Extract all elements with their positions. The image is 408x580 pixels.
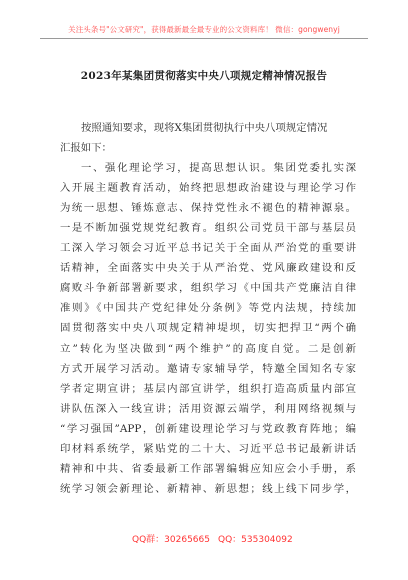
- paragraph-line: 印材料系统学，紧贴党的二十大、习近平总书记最新讲话: [60, 442, 356, 455]
- document-body: [60, 118, 356, 499]
- paragraph-line: 入开展主题教育活动，始终把思想政治建设与理论学习作: [60, 182, 356, 195]
- footer-qq-group: QQ群：30265665: [132, 535, 210, 545]
- paragraph-line: 立”转化为坚决做到“两个维护”的高度自觉。二是创新: [60, 342, 356, 355]
- paragraph-line: 一、强化理论学习，提高思想认识。集团党委扎实深: [81, 162, 356, 175]
- paragraph-line: 统学习领会新理论、新精神、新思想；线上线下同步学，: [60, 482, 356, 495]
- paragraph-line: 方式开展学习活动。邀请专家辅导学，特邀全国知名专家: [60, 362, 356, 375]
- paragraph-line: “学习强国”APP，创新建设理论学习与党政教育阵地；编: [60, 422, 356, 435]
- paragraph-line: 工深入学习领会习近平总书记关于全面从严治党的重要讲: [60, 242, 356, 255]
- paragraph-line: 准则》《中国共产党纪律处分条例》等党内法规，持续加: [60, 302, 356, 315]
- header-divider: [40, 38, 368, 39]
- paragraph-line: 讲队伍深入一线宣讲；活用资源云端学，利用网络视频与: [60, 402, 356, 415]
- paragraph-line: 话精神，全面落实中央关于从严治党、党风廉政建设和反: [60, 262, 356, 275]
- paragraph-line: 为统一思想、锤炼意志、保持党性永不褪色的精神源泉。: [60, 202, 356, 215]
- paragraph-line: 汇报如下：: [60, 142, 112, 155]
- header-note: 关注头条号"公文研究"，获得最新最全最专业的公文资料库！ 微信：gongwenyj: [68, 25, 340, 34]
- paragraph-line: 腐败斗争新部署新要求，组织学习《中国共产党廉洁自律: [60, 282, 356, 295]
- paragraph-line: 学者定期宣讲；基层内部宣讲学，组织打造高质量内部宣: [60, 382, 356, 395]
- paragraph-line: 精神和中共、省委最新工作部署编辑应知应会小手册，系: [60, 462, 356, 475]
- paragraph-line: 一是不断加强党规党纪教育。组织公司党员干部与基层员: [60, 222, 356, 235]
- paragraph-line: 固贯彻落实中央八项规定精神堤坝，切实把捍卫“两个确: [60, 322, 356, 335]
- paragraph-line: 按照通知要求，现将X集团贯彻执行中央八项规定情况: [81, 122, 328, 134]
- footer-qq-contact: QQ：535304092: [218, 535, 293, 545]
- document-title: 2023年某集团贯彻落实中央八项规定精神情况报告: [80, 70, 328, 82]
